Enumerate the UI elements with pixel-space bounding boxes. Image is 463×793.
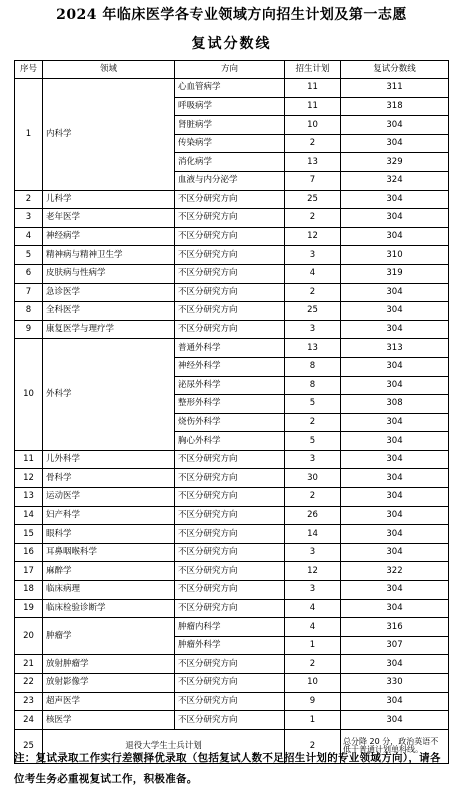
direction: 烧伤外科学 [175,413,285,432]
field-name: 皮肤病与性病学 [43,264,175,283]
plan-count: 13 [285,153,341,172]
plan-count: 8 [285,376,341,395]
retest-score: 307 [341,636,449,655]
plan-count: 4 [285,599,341,618]
direction: 不区分研究方向 [175,674,285,693]
retest-score: 324 [341,171,449,190]
plan-count: 30 [285,469,341,488]
direction: 普通外科学 [175,339,285,358]
direction: 不区分研究方向 [175,692,285,711]
footer-note: 注：复试录取工作实行差额择优录取（包括复试人数不足招生计划的专业领域方向），请各位考生务必重视复试工作，积极准备。 [14,752,441,785]
plan-count: 1 [285,711,341,730]
row-number: 2 [15,190,43,209]
field-name: 内科学 [43,79,175,191]
retest-score: 304 [341,543,449,562]
field-name: 老年医学 [43,209,175,228]
plan-count: 4 [285,618,341,637]
field-name: 康复医学与理疗学 [43,320,175,339]
direction: 不区分研究方向 [175,209,285,228]
plan-count: 14 [285,525,341,544]
field-name: 眼科学 [43,525,175,544]
row-number: 25 [15,729,43,763]
field-name: 放射影像学 [43,674,175,693]
retest-score: 304 [341,488,449,507]
field-name: 超声医学 [43,692,175,711]
direction: 消化病学 [175,153,285,172]
row-number: 11 [15,450,43,469]
row-number: 18 [15,581,43,600]
field-name: 肿瘤学 [43,618,175,655]
row-number: 12 [15,469,43,488]
header-plan: 招生计划 [285,61,341,79]
row-number: 13 [15,488,43,507]
retest-score: 304 [341,134,449,153]
row-number: 20 [15,618,43,655]
table-row [15,190,449,209]
table-body [15,79,449,764]
plan-count: 5 [285,395,341,414]
row-number: 15 [15,525,43,544]
direction: 肿瘤外科学 [175,636,285,655]
table-row [15,506,449,525]
field-name: 儿外科学 [43,450,175,469]
plan-count: 2 [285,655,341,674]
plan-count: 9 [285,692,341,711]
plan-count: 3 [285,246,341,265]
retest-score: 304 [341,469,449,488]
direction: 胸心外科学 [175,432,285,451]
field-name: 妇产科学 [43,506,175,525]
direction: 不区分研究方向 [175,581,285,600]
plan-count: 12 [285,562,341,581]
row-number: 1 [15,79,43,191]
direction: 不区分研究方向 [175,655,285,674]
field-name: 骨科学 [43,469,175,488]
direction: 不区分研究方向 [175,264,285,283]
direction: 血液与内分泌学 [175,171,285,190]
direction: 不区分研究方向 [175,302,285,321]
table-row [15,599,449,618]
header-direction: 方向 [175,61,285,79]
plan-count: 3 [285,581,341,600]
row-number: 4 [15,227,43,246]
direction: 不区分研究方向 [175,711,285,730]
plan-count: 12 [285,227,341,246]
table-row [15,525,449,544]
field-name: 麻醉学 [43,562,175,581]
retest-score: 304 [341,283,449,302]
table-row [15,209,449,228]
plan-count: 10 [285,116,341,135]
retest-score: 304 [341,581,449,600]
plan-count: 3 [285,320,341,339]
row-number: 24 [15,711,43,730]
retest-score: 304 [341,227,449,246]
table-row [15,246,449,265]
retest-score: 304 [341,376,449,395]
row-number: 3 [15,209,43,228]
direction: 不区分研究方向 [175,246,285,265]
table-header [15,61,449,79]
table-row [15,488,449,507]
table-row [15,655,449,674]
header-score: 复试分数线 [341,61,449,79]
row-number: 19 [15,599,43,618]
retest-score: 304 [341,302,449,321]
retest-score: 304 [341,450,449,469]
plan-count: 25 [285,190,341,209]
score-note: 总分降 20 分，政治英语不低于普通计划单科线。 [341,729,449,763]
direction: 不区分研究方向 [175,450,285,469]
plan-count: 4 [285,264,341,283]
admission-plan-table [14,60,449,764]
direction: 不区分研究方向 [175,488,285,507]
table-row [15,283,449,302]
row-number: 10 [15,339,43,451]
plan-count: 5 [285,432,341,451]
retest-score: 304 [341,525,449,544]
special-program: 退役大学生士兵计划 [43,729,285,763]
retest-score: 304 [341,209,449,228]
table-row [15,264,449,283]
plan-count: 13 [285,339,341,358]
retest-score: 304 [341,655,449,674]
retest-score: 319 [341,264,449,283]
direction: 整形外科学 [175,395,285,414]
direction: 不区分研究方向 [175,469,285,488]
retest-score: 304 [341,116,449,135]
retest-score: 311 [341,79,449,98]
retest-score: 304 [341,432,449,451]
plan-count: 26 [285,506,341,525]
retest-score: 304 [341,357,449,376]
retest-score: 304 [341,599,449,618]
row-number: 16 [15,543,43,562]
plan-count: 25 [285,302,341,321]
field-name: 全科医学 [43,302,175,321]
table-row [15,302,449,321]
direction: 神经外科学 [175,357,285,376]
row-number: 7 [15,283,43,302]
field-name: 儿科学 [43,190,175,209]
page-title-line-1: 2024 年临床医学各专业领域方向招生计划及第一志愿 [56,7,407,23]
row-number: 8 [15,302,43,321]
plan-count: 3 [285,543,341,562]
table-row [15,543,449,562]
table-row [15,692,449,711]
row-number: 9 [15,320,43,339]
plan-count: 2 [285,488,341,507]
row-number: 17 [15,562,43,581]
row-number: 21 [15,655,43,674]
field-name: 放射肿瘤学 [43,655,175,674]
retest-score: 304 [341,320,449,339]
retest-score: 322 [341,562,449,581]
plan-count: 2 [285,729,341,763]
field-name: 耳鼻咽喉科学 [43,543,175,562]
plan-count: 3 [285,450,341,469]
direction: 肿瘤内科学 [175,618,285,637]
table-row [15,450,449,469]
direction: 呼吸病学 [175,97,285,116]
plan-count: 11 [285,97,341,116]
plan-count: 2 [285,209,341,228]
retest-score: 304 [341,190,449,209]
plan-count: 8 [285,357,341,376]
retest-score: 329 [341,153,449,172]
direction: 肾脏病学 [175,116,285,135]
page-title-line-2: 复试分数线 [191,36,272,52]
table-row [15,562,449,581]
field-name: 外科学 [43,339,175,451]
retest-score: 316 [341,618,449,637]
direction: 不区分研究方向 [175,543,285,562]
retest-score: 330 [341,674,449,693]
direction: 不区分研究方向 [175,562,285,581]
retest-score: 304 [341,506,449,525]
row-number: 23 [15,692,43,711]
direction: 不区分研究方向 [175,190,285,209]
direction: 心血管病学 [175,79,285,98]
table-row [15,79,449,98]
direction: 不区分研究方向 [175,599,285,618]
direction: 传染病学 [175,134,285,153]
table-row [15,674,449,693]
retest-score: 304 [341,413,449,432]
table-row [15,618,449,637]
direction: 不区分研究方向 [175,506,285,525]
plan-count: 2 [285,413,341,432]
retest-score: 308 [341,395,449,414]
direction: 不区分研究方向 [175,227,285,246]
row-number: 5 [15,246,43,265]
plan-count: 2 [285,134,341,153]
retest-score: 304 [341,711,449,730]
table-row [15,339,449,358]
retest-score: 313 [341,339,449,358]
plan-count: 2 [285,283,341,302]
row-number: 22 [15,674,43,693]
field-name: 急诊医学 [43,283,175,302]
table-row [15,469,449,488]
field-name: 临床病理 [43,581,175,600]
field-name: 核医学 [43,711,175,730]
field-name: 精神病与精神卫生学 [43,246,175,265]
plan-count: 7 [285,171,341,190]
table-row [15,711,449,730]
field-name: 运动医学 [43,488,175,507]
retest-score: 310 [341,246,449,265]
retest-score: 318 [341,97,449,116]
table-row [15,581,449,600]
row-number: 6 [15,264,43,283]
table-row [15,227,449,246]
header-field: 领域 [43,61,175,79]
direction: 泌尿外科学 [175,376,285,395]
direction: 不区分研究方向 [175,320,285,339]
field-name: 神经病学 [43,227,175,246]
direction: 不区分研究方向 [175,283,285,302]
header-no: 序号 [15,61,43,79]
direction: 不区分研究方向 [175,525,285,544]
field-name: 临床检验诊断学 [43,599,175,618]
plan-count: 10 [285,674,341,693]
plan-count: 1 [285,636,341,655]
row-number: 14 [15,506,43,525]
retest-score: 304 [341,692,449,711]
plan-count: 11 [285,79,341,98]
table-row [15,320,449,339]
